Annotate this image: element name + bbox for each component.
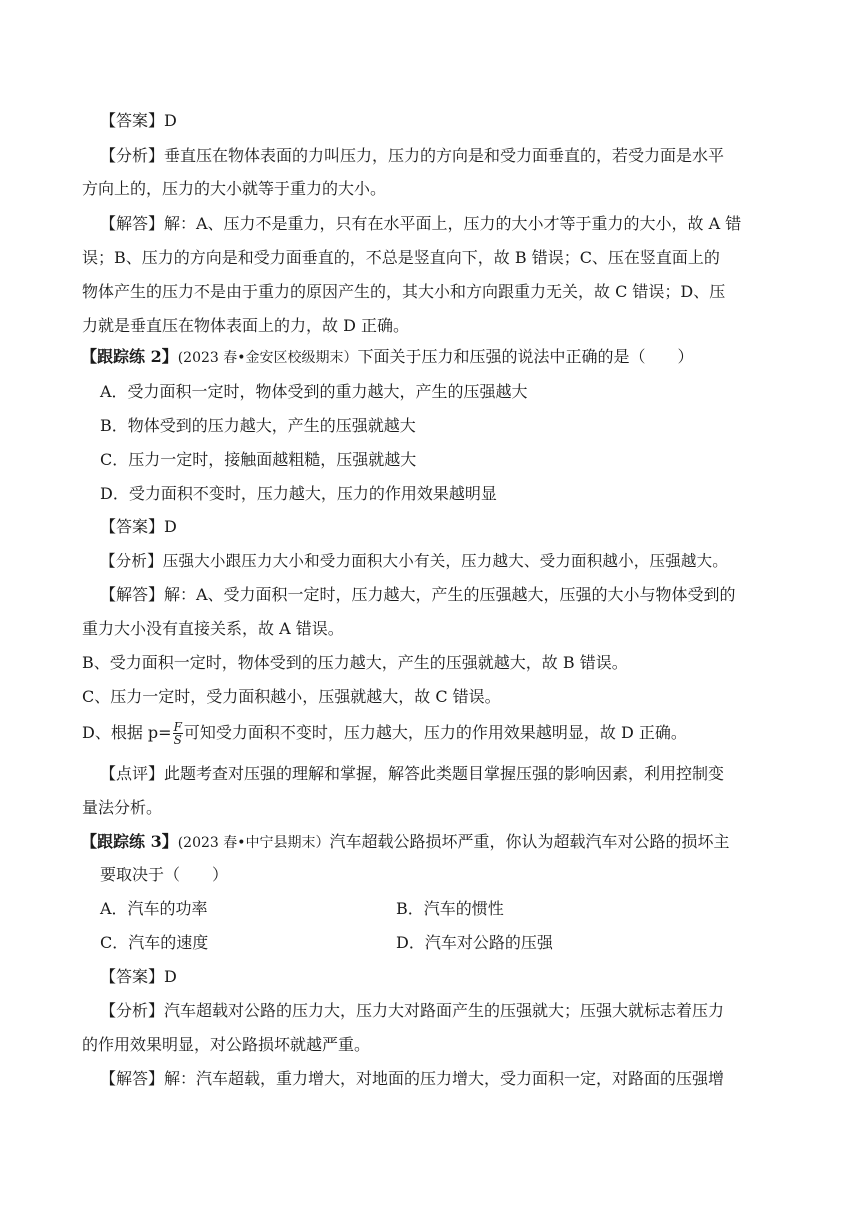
solution-line: C、压力一定时，受力面积越小，压强就越大，故 C 错误。 [82, 687, 501, 706]
solution-line-formula [82, 721, 687, 746]
formula-prefix: D、根据 p= [82, 723, 172, 742]
question-2-stem [81, 346, 694, 369]
formula-denominator: S [173, 733, 182, 747]
option-b: B．物体受到的压力越大，产生的压强就越大 [100, 416, 416, 435]
analysis-line: 【分析】压强大小跟压力大小和受力面积大小有关，压力越大、受力面积越小，压强越大。 [100, 552, 729, 570]
option-a: A．汽车的功率 [100, 899, 208, 918]
analysis-line: 【分析】垂直压在物体表面的力叫压力，压力的方向是和受力面垂直的，若受力面是水平 [100, 146, 725, 165]
comment-line: 【点评】此题考查对压强的理解和掌握，解答此类题目掌握压强的影响因素，利用控制变 [100, 764, 725, 783]
analysis-line: 的作用效果明显，对公路损坏就越严重。 [82, 1035, 371, 1054]
pressure-formula [173, 721, 183, 746]
option-c: C．压力一定时，接触面越粗糙，压强就越大 [100, 450, 417, 469]
question-tag: 【跟踪练 2】 [81, 347, 178, 366]
analysis-line: 方向上的，压力的大小就等于重力的大小。 [82, 179, 387, 198]
answer-line: 【答案】D [100, 967, 177, 986]
solution-line: 【解答】解：A、压力不是重力，只有在水平面上，压力的大小才等于重力的大小，故 A 错 [100, 214, 742, 233]
solution-line: 重力大小没有直接关系，故 A 错误。 [82, 619, 344, 638]
option-d: D．受力面积不变时，压力越大，压力的作用效果越明显 [100, 484, 497, 503]
question-3-stem [81, 831, 730, 854]
solution-line: 物体产生的压力不是由于重力的原因产生的，其大小和方向跟重力无关，故 C 错误；D、压 [82, 282, 726, 301]
solution-line: 力就是垂直压在物体表面上的力，故 D 正确。 [82, 316, 410, 335]
question-text: 汽车超载公路损坏严重，你认为超载汽车对公路的损坏主 [329, 832, 730, 851]
solution-line: 【解答】解：汽车超载，重力增大，对地面的压力增大，受力面积一定，对路面的压强增 [100, 1069, 725, 1088]
option-a: A．受力面积一定时，物体受到的重力越大，产生的压强越大 [100, 382, 528, 401]
question-source: (2023 春•金安区校级期末） [177, 350, 358, 366]
formula-suffix: 可知受力面积不变时，压力越大，压力的作用效果越明显，故 D 正确。 [183, 723, 687, 742]
comment-line: 量法分析。 [82, 798, 163, 817]
option-b: B．汽车的惯性 [396, 899, 504, 918]
question-3-stem-cont: 要取决于（ ） [100, 865, 229, 884]
question-source: (2023 春•中宁县期末） [177, 835, 330, 851]
question-tag: 【跟踪练 3】 [81, 832, 178, 851]
solution-line: B、受力面积一定时，物体受到的压力越大，产生的压强就越大，故 B 错误。 [82, 653, 628, 672]
question-text: 下面关于压力和压强的说法中正确的是（ ） [357, 347, 694, 366]
formula-numerator: F [173, 720, 182, 734]
analysis-line: 【分析】汽车超载对公路的压力大，压力大对路面产生的压强就大；压强大就标志着压力 [100, 1001, 725, 1020]
option-c: C．汽车的速度 [100, 933, 209, 952]
answer-line: 【答案】D [100, 111, 177, 130]
solution-line: 误；B、压力的方向是和受力面垂直的，不总是竖直向下，故 B 错误；C、压在竖直面上的 [82, 248, 720, 267]
solution-line: 【解答】解：A、受力面积一定时，压力越大，产生的压强越大，压强的大小与物体受到的 [100, 585, 736, 604]
option-d: D．汽车对公路的压强 [396, 933, 553, 952]
answer-line: 【答案】D [100, 517, 177, 536]
